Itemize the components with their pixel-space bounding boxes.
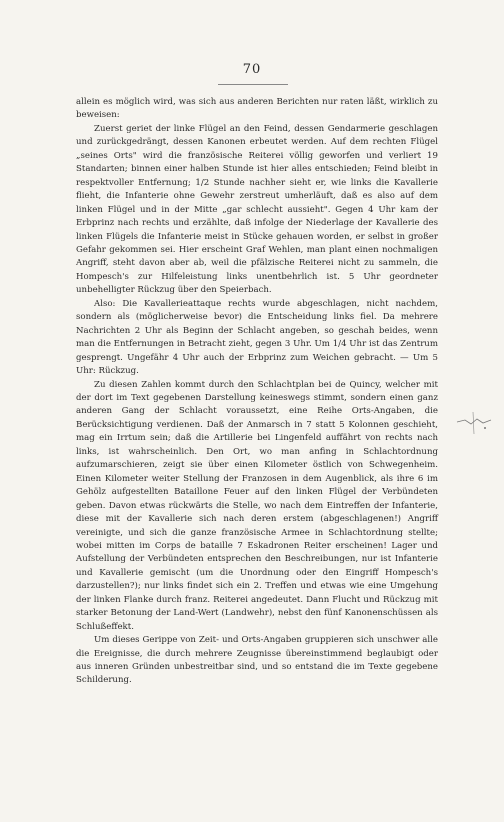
paragraph-conclusion: Um dieses Gerippe von Zeit- und Orts-Angaben gruppieren sich unschwer alle die Ereignisse, die durch mehrere Zeugnisse übereinstimmend beglaubigt oder aus inneren Gründen unbestreitbar sind, und so entstand die im Texte gegebene Schilderung. (76, 635, 438, 686)
margin-ink-mark (455, 408, 495, 438)
paragraph-battle-plan: Zu diesen Zahlen kommt durch den Schlachtplan bei de Quincy, welcher mit der dort im Text gegebenen Darstellung keineswegs stimmt, sondern einen ganz anderen Gang der Schlacht voraussetzt, eine Reihe Orts-Angaben, die Berücksichtigung verdienen. Daß der Anmarsch in 7 statt 5 Kolonnen geschieht, mag ein Irrtum sein; daß die Artillerie bei Lingenfeld auffährt von rechts nach links, ist wahrscheinlich. Den Ort, wo man anfing in Schlachtordnung aufzumarschieren, zeigt sie über einen Kilometer östlich von Schwegenheim. Einen Kilometer weiter Stellung der Franzosen in dem Augenblick, als ihre 6 im Gehölz aufgestellten Bataillone Feuer auf den linken Flügel der Verbündeten geben. Davon etwas rückwärts die Stelle, wo nach dem Eintreffen der Infanterie, diese mit der Kavallerie sich nach deren erstem (abgeschlagenen!) Angriff vereinigte, und sich die ganze französische Armee in Schlachtordnung stellte; wobei mitten im Corps de bataille 7 Eskadronen Reiter erscheinen! Lager und Aufstellung der Verbündeten entsprechen den Beschreibungen, nur ist Infanterie und Kavallerie gemischt (um die Unordnung oder den Eingriff Hompesch's darzustellen?); nur links findet sich ein 2. Treffen und etwas wie eine Umgehung der linken Flanke durch franz. Reiterei angedeutet. Dann Flucht und Rückzug mit starker Betonung der Land-Wert (Landwehr), nebst den fünf Kanonenschüssen als Schlußeffekt. (76, 379, 438, 632)
page-number: 70 (242, 62, 262, 77)
header-rule (218, 84, 288, 85)
paragraph-continuation: allein es möglich wird, was sich aus anderen Berichten nur raten läßt, wirklich zu beweisen: (76, 97, 438, 121)
paragraph-sequence-of-events: Zuerst geriet der linke Flügel an den Feind, dessen Gendarmerie geschlagen und zurückgedrängt, dessen Kanonen erbeutet werden. Auf dem rechten Flügel „seines Orts" wird die französische Reiterei völlig geworfen und verliert 19 Standarten; binnen einer halben Stunde ist hier alles entschieden; Feind bleibt in respektvoller Entfernung; 1/2 Stunde nachher sieht er, wie links die Kavallerie flieht, die Infanterie ohne Gewehr zerstreut umherläuft, daß es also auf dem linken Flügel und in der Mitte „gar schlecht aussieht". Gegen 4 Uhr kam der Erbprinz nach rechts und erzählte, daß infolge der Niederlage der Kavallerie des linken Flügels die Infanterie meist in Stücke gehauen worden, er selbst in großer Gefahr gekommen sei. Hier erscheint Graf Wehlen, man plant einen nochmaligen Angriff, steht davon aber ab, weil die pfälzische Reiterei nicht zu sammeln, die Hompesch's zur Hilfeleistung links unentbehrlich ist. 5 Uhr geordneter unbehelligter Rückzug über den Speierbach. (76, 123, 438, 296)
paragraph-summary: Also: Die Kavallerieattaque rechts wurde abgeschlagen, nicht nachdem, sondern als (möglicherweise bevor) die Entscheidung links fiel. Da mehrere Nachrichten 2 Uhr als Beginn der Schlacht angeben, so geschah beides, wenn man die Entfernungen in Betracht zieht, gegen 3 Uhr. Um 1/4 Uhr ist das Zentrum gesprengt. Ungefähr 4 Uhr auch der Erbprinz zum Weichen gebracht. — Um 5 Uhr: Rückzug. (76, 298, 438, 377)
body-text (76, 96, 438, 688)
